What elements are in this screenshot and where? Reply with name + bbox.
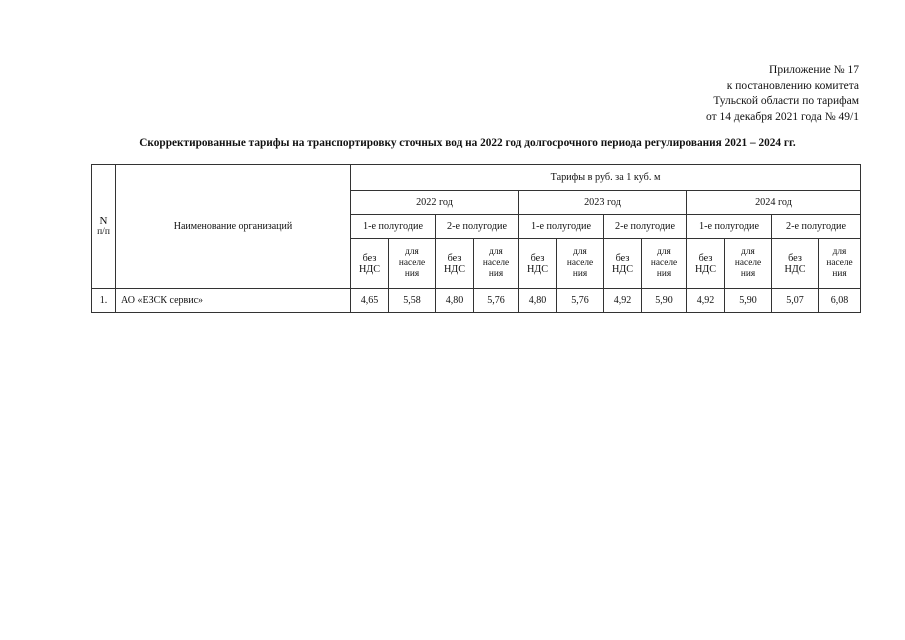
appendix-line: Тульской области по тарифам (713, 95, 859, 107)
appendix-line: от 14 декабря 2021 года № 49/1 (706, 110, 859, 123)
subheader-text: населе (482, 258, 510, 268)
year-header-2022: 2022 год (351, 191, 519, 215)
subheader-text: без (788, 252, 802, 264)
tariff-value: 5,58 (389, 289, 436, 313)
subheader-text: без (698, 252, 713, 264)
subheader-without-vat (351, 239, 389, 289)
half-year-header: 1-е полугодие (687, 215, 772, 239)
subheader-text: ния (404, 269, 420, 279)
year-header-2023: 2023 год (519, 191, 687, 215)
subheader-without-vat (772, 239, 819, 289)
subheader-text: ния (572, 269, 588, 279)
subheader-for-population (557, 239, 604, 289)
half-year-header: 1-е полугодие (519, 215, 604, 239)
row-number: 1. (92, 289, 116, 313)
tariff-value: 5,90 (642, 289, 687, 313)
subheader-text: без (615, 252, 630, 264)
organization-name: АО «ЕЗСК сервис» (116, 289, 351, 313)
half-year-header: 1-е полугодие (351, 215, 436, 239)
subheader-text: НДС (443, 263, 466, 275)
subheader-text: населе (650, 258, 678, 268)
subheader-text: НДС (358, 263, 381, 275)
tariff-value: 4,80 (519, 289, 557, 313)
subheader-text: без (530, 252, 545, 264)
subheader-text: ния (740, 269, 756, 279)
appendix-line: Приложение № 17 (769, 64, 859, 76)
column-header-number-line1: N (99, 214, 108, 227)
half-year-header: 2-е полугодие (772, 215, 861, 239)
subheader-text: для (741, 247, 755, 257)
tariff-value: 4,80 (436, 289, 474, 313)
appendix-line: к постановлению комитета (726, 79, 859, 92)
subheader-for-population (725, 239, 772, 289)
subheader-for-population (389, 239, 436, 289)
subheader-text: для (405, 247, 419, 257)
subheader-text: без (447, 252, 462, 264)
tariff-value: 5,76 (557, 289, 604, 313)
subheader-text: НДС (526, 263, 549, 275)
half-year-header: 2-е полугодие (604, 215, 687, 239)
tariff-header: Тарифы в руб. за 1 куб. м (351, 165, 861, 191)
subheader-without-vat (604, 239, 642, 289)
subheader-text: НДС (784, 263, 806, 275)
column-header-organization: Наименование организаций (116, 165, 351, 289)
tariff-value: 5,76 (474, 289, 519, 313)
tariff-value: 4,92 (687, 289, 725, 313)
tariff-value: 6,08 (819, 289, 861, 313)
subheader-for-population (642, 239, 687, 289)
subheader-text: населе (398, 258, 426, 268)
subheader-text: ния (488, 269, 504, 279)
table-row (92, 289, 861, 313)
subheader-text: НДС (611, 263, 634, 275)
subheader-for-population (819, 239, 861, 289)
tariff-value: 5,90 (725, 289, 772, 313)
subheader-without-vat (687, 239, 725, 289)
tariff-value: 4,92 (604, 289, 642, 313)
half-year-header: 2-е полугодие (436, 215, 519, 239)
subheader-text: населе (566, 258, 594, 268)
subheader-text: без (362, 252, 377, 264)
subheader-text: населе (734, 258, 762, 268)
subheader-text: для (657, 247, 671, 257)
document-title: Скорректированные тарифы на транспортировку сточных вод на 2022 год долгосрочного периода регулирования 2021 – 2024 гг. (139, 137, 796, 149)
appendix-block (706, 63, 859, 125)
subheader-text: ния (656, 269, 672, 279)
subheader-for-population (474, 239, 519, 289)
subheader-text: для (573, 247, 587, 257)
subheader-text: ния (832, 269, 847, 279)
subheader-text: населе (826, 258, 853, 268)
tariff-value: 4,65 (351, 289, 389, 313)
column-header-number (92, 165, 116, 289)
subheader-text: для (832, 247, 847, 257)
tariffs-table (91, 164, 861, 313)
tariff-value: 5,07 (772, 289, 819, 313)
column-header-number-line2: п/п (97, 226, 110, 237)
subheader-without-vat (519, 239, 557, 289)
subheader-without-vat (436, 239, 474, 289)
year-header-2024: 2024 год (687, 191, 861, 215)
subheader-text: для (489, 247, 503, 257)
subheader-text: НДС (694, 263, 717, 275)
